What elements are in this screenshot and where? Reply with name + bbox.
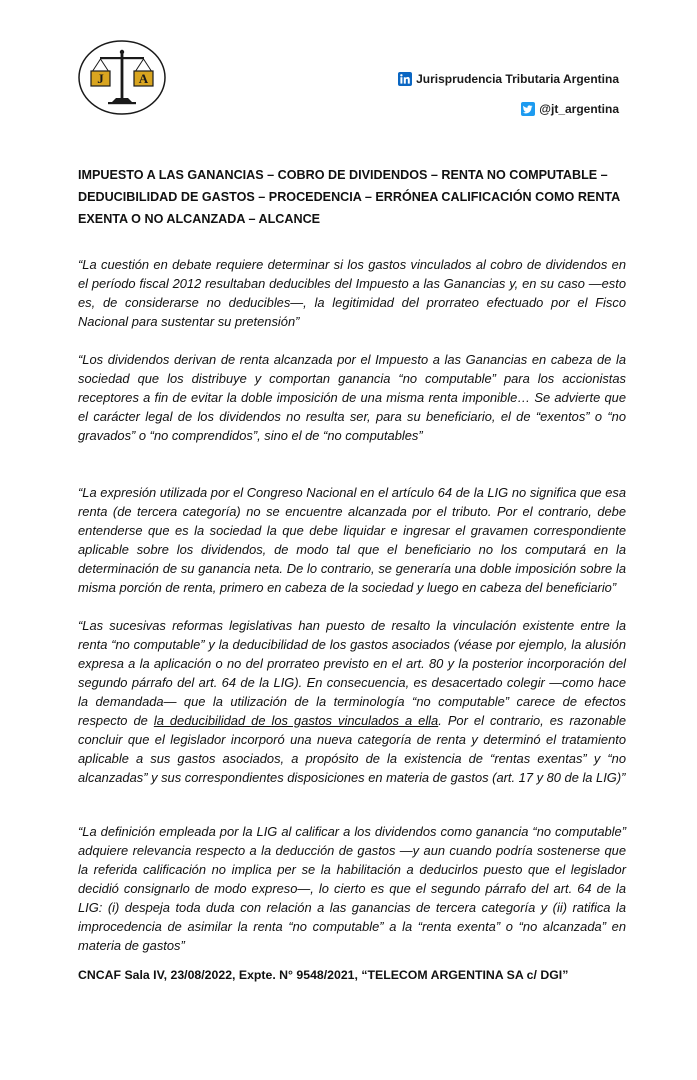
social-header (398, 70, 619, 130)
case-citation: CNCAF Sala IV, 23/08/2022, Expte. N° 9548/2021, “TELECOM ARGENTINA SA c/ DGI” (78, 968, 569, 982)
quote-paragraph-5: “La definición empleada por la LIG al calificar a los dividendos como ganancia “no computable” adquiere relevancia respecto a la deducción de gastos —y aun cuando podría sostenerse que la referida calificación no implica per se la habilitación a deducirlos puesto que el legislador decidió consignarlo de modo expreso—, lo cierto es que el segundo párrafo del art. 64 de la LIG: (i) despeja toda duda con relación a las ganancias de tercera categoría y (ii) ratifica la improcedencia de asimilar la renta “no computable” a la “renta exenta” o “no alcanzada” en materia de gastos” (78, 824, 626, 953)
document-title: IMPUESTO A LAS GANANCIAS – COBRO DE DIVIDENDOS – RENTA NO COMPUTABLE – DEDUCIBILIDAD DE GASTOS – PROCEDENCIA – ERRÓNEA CALIFICACIÓN COMO RENTA EXENTA O NO ALCANZADA – ALCANCE (78, 168, 620, 226)
linkedin-icon (398, 72, 412, 86)
quote-paragraph-1: “La cuestión en debate requiere determinar si los gastos vinculados al cobro de dividendos en el período fiscal 2012 resultaban deducibles del Impuesto a las Ganancias y, en su caso —esto es, de considerarse no deducibles—, la legitimidad del prorrateo efectuado por el Fisco Nacional para sustentar su pretensión” (78, 257, 626, 329)
quote-paragraph-3: “La expresión utilizada por el Congreso Nacional en el artículo 64 de la LIG no significa que esa renta (de tercera categoría) no se encuentre alcanzada por el tributo. Por el contrario, debe entenderse que es la sociedad la que debe liquidar e ingresar el gravamen correspondiente aplicable sobre los dividendos, de modo tal que el beneficiario no los computará en la determinación de su ganancia neta. De lo contrario, se generaría una doble imposición sobre la misma porción de renta, primero en cabeza de la sociedad y luego en cabeza del beneficiario” (78, 485, 626, 595)
linkedin-row[interactable] (398, 70, 619, 88)
quote-paragraph-4 (78, 616, 626, 787)
logo-letter-a: A (138, 71, 149, 86)
quote-4-underlined-text: la deducibilidad de los gastos vinculados a ella (153, 713, 439, 728)
scales-of-justice-logo (78, 40, 166, 115)
logo-letter-j: J (97, 71, 104, 86)
logo (78, 40, 166, 115)
quote-paragraph-2: “Los dividendos derivan de renta alcanzada por el Impuesto a las Ganancias en cabeza de la sociedad que los distribuye y comportan ganancia “no computable” para los accionistas receptores a fin de evitar la doble imposición de una misma renta imponible… Se advierte que el carácter legal de los dividendos no resulta ser, para su beneficiario, el de “exentos” o “no gravados” o “no comprendidos”, sino el de “no computables” (78, 352, 626, 443)
linkedin-label: Jurisprudencia Tributaria Argentina (416, 72, 619, 86)
twitter-handle: @jt_argentina (539, 102, 619, 116)
twitter-icon (521, 102, 535, 116)
quote-4-text-after: . Por el contrario, es razonable concluir que el legislador incorporó una nueva categoría de renta y determinó el tratamiento aplicable a sus gastos asociados, a propósito de la existencia de “rentas exentas” y “no alcanzadas” y sus correspondientes disposiciones en materia de gastos (art. 17 y 80 de la LIG)” (78, 713, 626, 785)
twitter-row[interactable] (398, 100, 619, 118)
quote-4-text-before: “Las sucesivas reformas legislativas han puesto de resalto la vinculación existente entre la renta “no computable” y la deducibilidad de los gastos asociados (véase por ejemplo, la alusión expresa a la aplicación o no del prorrateo previsto en el art. 80 y la posterior incorporación del segundo párrafo del art. 64 de la LIG). En consecuencia, es desacertado colegir —como hace la demandada— que la utilización de la terminología “no computable” carece de efectos respecto de (78, 618, 626, 728)
